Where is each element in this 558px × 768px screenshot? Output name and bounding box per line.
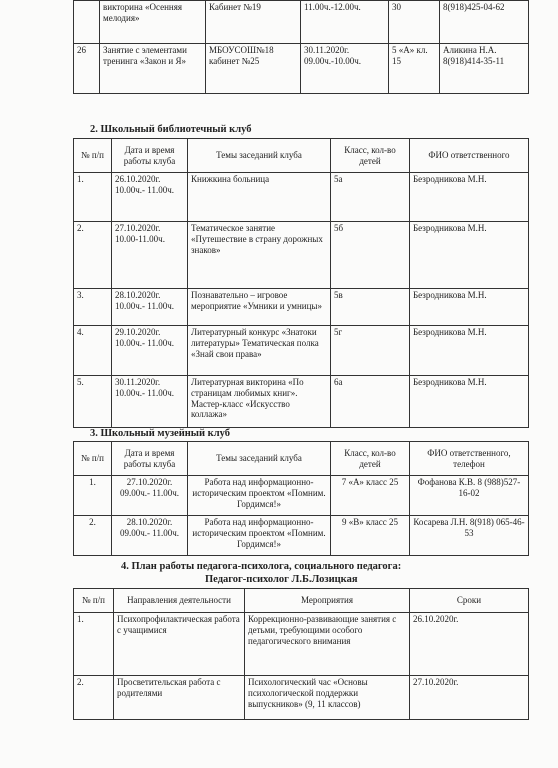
cell-theme: Книжкина больница <box>188 173 331 222</box>
cell-theme: Литературный конкурс «Знатоки литературы» Тематическая полка «Знай свои права» <box>188 326 331 376</box>
cell-theme: викторина «Осенняя мелодия» <box>100 1 206 44</box>
table-row <box>74 289 529 326</box>
psychologist-plan-table <box>73 588 529 720</box>
cell-num: 5. <box>74 376 112 428</box>
table-row <box>74 173 529 222</box>
cell-date: 26.10.2020г. <box>410 613 529 676</box>
header-num: № п/п <box>74 442 112 476</box>
table-row <box>74 222 529 289</box>
cell-theme: Тематическое занятие «Путешествие в страну дорожных знаков» <box>188 222 331 289</box>
cell-resp: Косарева Л.Н. 8(918) 065-46-53 <box>410 516 529 556</box>
cell-date: 28.10.2020г. 09.00ч.- 11.00ч. <box>112 516 188 556</box>
table-row <box>74 376 529 428</box>
header-class: Класс, кол-во детей <box>331 139 410 173</box>
cell-event: Психологический час «Основы психологической поддержки выпускников» (9, 11 классов) <box>245 676 410 720</box>
cell-resp: Безродникова М.Н. <box>410 222 529 289</box>
cell-resp: Безродникова М.Н. <box>410 289 529 326</box>
cell-resp: Аликина Н.А. 8(918)414-35-11 <box>440 44 529 94</box>
cell-theme: Работа над информационно-историческим проектом «Помним. Гордимся!» <box>188 476 331 516</box>
header-date: Дата и время работы клуба <box>112 442 188 476</box>
cell-resp: Безродникова М.Н. <box>410 173 529 222</box>
cell-event: Коррекционно-развивающие занятия с детьми, требующими особого педагогического внимания <box>245 613 410 676</box>
cell-date: 27.10.2020г. <box>410 676 529 720</box>
cell-num: 3. <box>74 289 112 326</box>
cell-time: 11.00ч.-12.00ч. <box>301 1 389 44</box>
cell-num: 1. <box>74 476 112 516</box>
cell-num: 26 <box>74 44 100 94</box>
section-title: 4. План работы педагога-психолога, социального педагога: <box>121 561 402 572</box>
cell-class: 5в <box>331 289 410 326</box>
museum-club-table <box>73 441 529 556</box>
cell-class: 9 «В» класс 25 <box>331 516 410 556</box>
cell-class: 6а <box>331 376 410 428</box>
header-class: Класс, кол-во детей <box>331 442 410 476</box>
header-date: Сроки <box>410 589 529 613</box>
header-date: Дата и время работы клуба <box>112 139 188 173</box>
cell-theme: Познавательно – игровое мероприятие «Умники и умницы» <box>188 289 331 326</box>
cell-resp: Безродникова М.Н. <box>410 376 529 428</box>
cell-date: 27.10.2020г. 09.00ч.- 11.00ч. <box>112 476 188 516</box>
table-row <box>74 676 529 720</box>
cell-date: 28.10.2020г. 10.00ч.- 11.00ч. <box>112 289 188 326</box>
cell-date: 30.11.2020г. 10.00ч.- 11.00ч. <box>112 376 188 428</box>
cell-num <box>74 1 100 44</box>
library-club-table <box>73 138 529 428</box>
table-header-row <box>74 139 529 173</box>
cell-num: 2. <box>74 516 112 556</box>
cell-resp: 8(918)425-04-62 <box>440 1 529 44</box>
cell-theme: Занятие с элементами тренинга «Закон и Я» <box>100 44 206 94</box>
table-row <box>74 516 529 556</box>
cell-date: 29.10.2020г. 10.00ч.- 11.00ч. <box>112 326 188 376</box>
header-direction: Направления деятельности <box>114 589 245 613</box>
cell-date: 27.10.2020г. 10.00-11.00ч. <box>112 222 188 289</box>
cell-class: 5а <box>331 173 410 222</box>
section-title: 3. Школьный музейный клуб <box>90 428 230 439</box>
table-row <box>74 44 529 94</box>
header-theme: Темы заседаний клуба <box>188 442 331 476</box>
cell-place: Кабинет №19 <box>206 1 301 44</box>
cell-direction: Просветительская работа с родителями <box>114 676 245 720</box>
cell-time: 30.11.2020г. 09.00ч.-10.00ч. <box>301 44 389 94</box>
table-header-row <box>74 442 529 476</box>
cell-class: 5б <box>331 222 410 289</box>
cell-class: 7 «А» класс 25 <box>331 476 410 516</box>
cell-num: 1. <box>74 613 114 676</box>
cell-num: 2. <box>74 676 114 720</box>
table-header-row <box>74 589 529 613</box>
cell-class: 30 <box>389 1 440 44</box>
header-num: № п/п <box>74 589 114 613</box>
cell-theme: Работа над информационно-историческим проектом «Помним. Гордимся!» <box>188 516 331 556</box>
header-resp: ФИО ответственного, телефон <box>410 442 529 476</box>
table-row <box>74 476 529 516</box>
header-theme: Темы заседаний клуба <box>188 139 331 173</box>
table-row <box>74 326 529 376</box>
section-title: 2. Школьный библиотечный клуб <box>90 124 252 135</box>
section-subtitle: Педагог-психолог Л.Б.Лозицкая <box>205 574 358 585</box>
cell-class: 5г <box>331 326 410 376</box>
cell-num: 4. <box>74 326 112 376</box>
cell-resp: Безродникова М.Н. <box>410 326 529 376</box>
cell-num: 1. <box>74 173 112 222</box>
table-row <box>74 613 529 676</box>
header-resp: ФИО ответственного <box>410 139 529 173</box>
cell-num: 2. <box>74 222 112 289</box>
cell-class: 5 «А» кл. 15 <box>389 44 440 94</box>
cell-direction: Психопрофилактическая работа с учащимися <box>114 613 245 676</box>
table-row <box>74 1 529 44</box>
top-table <box>73 0 529 94</box>
cell-resp: Фофанова К.В. 8 (988)527-16-02 <box>410 476 529 516</box>
cell-date: 26.10.2020г. 10.00ч.- 11.00ч. <box>112 173 188 222</box>
header-num: № п/п <box>74 139 112 173</box>
cell-theme: Литературная викторина «По страницам любимых книг». Мастер-класс «Искусство коллажа» <box>188 376 331 428</box>
header-event: Мероприятия <box>245 589 410 613</box>
cell-place: МБОУСОШ№18 кабинет №25 <box>206 44 301 94</box>
